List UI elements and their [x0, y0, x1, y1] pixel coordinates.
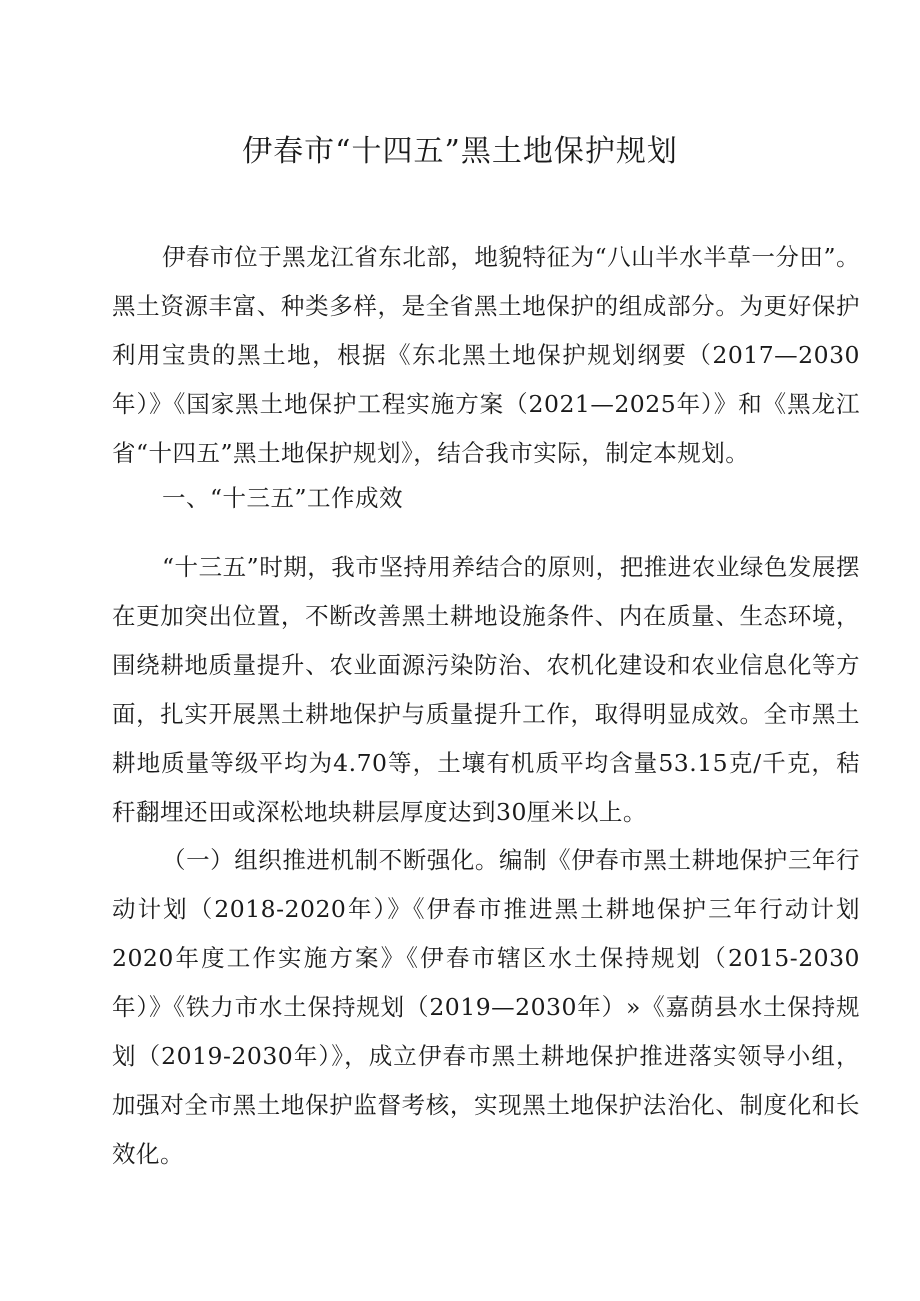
section-heading-1: 一、“十三五”工作成效 [162, 484, 404, 512]
section-1-paragraph-2: （一）组织推进机制不断强化。编制《伊春市黑土耕地保护三年行动计划（2018-2020年）》《伊春市推进黑土耕地保护三年行动计划2020年度工作实施方案》《伊春市辖区水土保持规划（2015-2030年）》《铁力市水土保持规划（2019—2030年）»《嘉荫县水土保持规划（2019-2030年）》，成立伊春市黑土耕地保护推进落实领导小组，加强对全市黑土地保护监督考核，实现黑土地保护法治化、制度化和长效化。 [112, 846, 860, 1168]
intro-paragraph: 伊春市位于黑龙江省东北部，地貌特征为“八山半水半草一分田”。黑土资源丰富、种类多样，是全省黑土地保护的组成部分。为更好保护利用宝贵的黑土地，根据《东北黑土地保护规划纲要（2017—2030年）》《国家黑土地保护工程实施方案（2021—2025年）》和《黑龙江省“十四五”黑土地保护规划》，结合我市实际，制定本规划。 [112, 243, 860, 467]
section-1-paragraph-1: “十三五”时期，我市坚持用养结合的原则，把推进农业绿色发展摆在更加突出位置，不断改善黑土耕地设施条件、内在质量、生态环境，围绕耕地质量提升、农业面源污染防治、农机化建设和农业信息化等方面，扎实开展黑土耕地保护与质量提升工作，取得明显成效。全市黑土耕地质量等级平均为4.70等，土壤有机质平均含量53.15克/千克，秸秆翻埋还田或深松地块耕层厚度达到30厘米以上。 [112, 553, 860, 826]
document-title: 伊春市“十四五”黑土地保护规划 [242, 134, 678, 169]
